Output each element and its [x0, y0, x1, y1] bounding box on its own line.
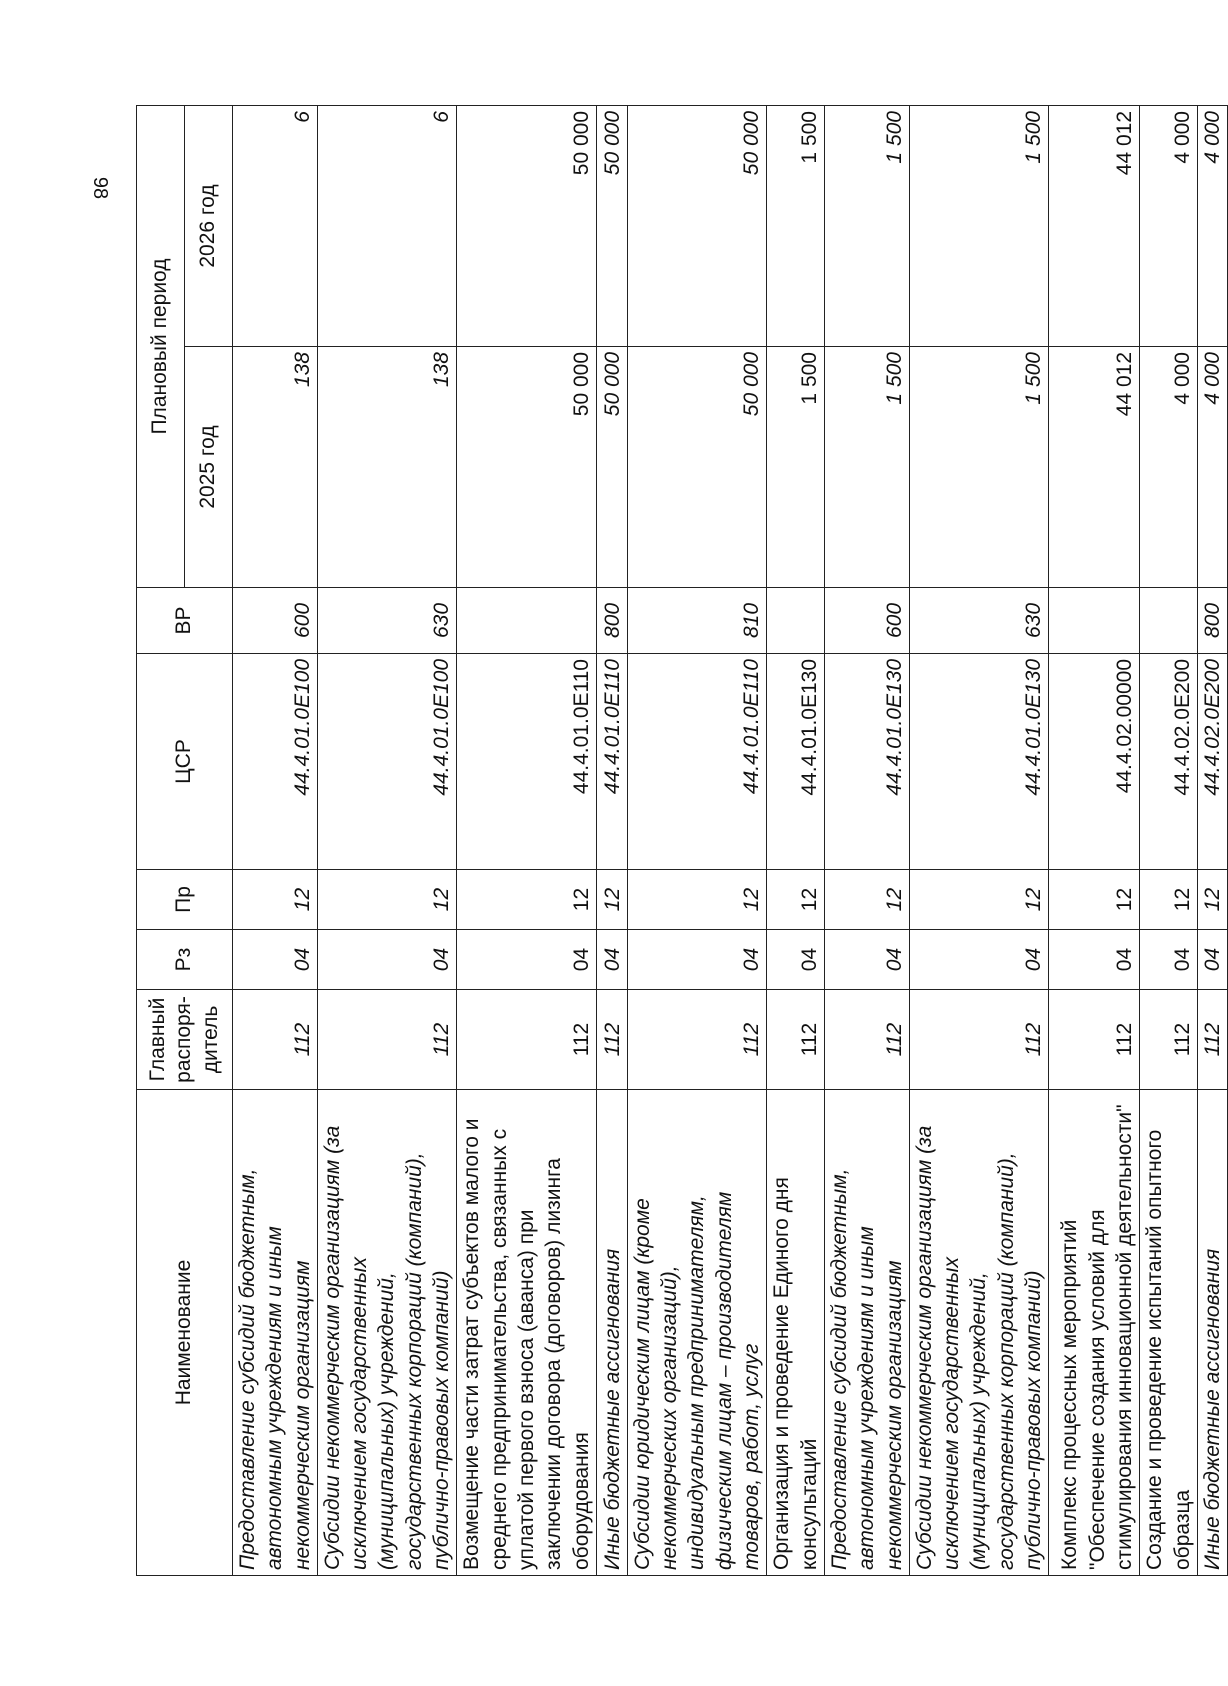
- cell-2026: 6: [317, 106, 456, 347]
- cell-name: Комплекс процессных мероприятий "Обеспечение создания условий для стимулирования инновационной деятельности": [1049, 1090, 1140, 1576]
- cell-2025: 1 500: [909, 347, 1048, 588]
- cell-pr: 12: [1197, 870, 1227, 930]
- cell-csr: 44.4.01.0E100: [317, 654, 456, 870]
- header-name: Наименование: [137, 1090, 233, 1576]
- cell-2025: 4 000: [1197, 347, 1227, 588]
- cell-vr: 800: [1197, 588, 1227, 654]
- table-row: [824, 106, 909, 1576]
- cell-rz: 04: [627, 930, 766, 990]
- cell-vr: 630: [909, 588, 1048, 654]
- cell-csr: 44.4.01.0E110: [596, 654, 627, 870]
- cell-2026: 6: [233, 106, 318, 347]
- cell-rz: 04: [1140, 930, 1198, 990]
- header-pr: Пр: [137, 870, 233, 930]
- header-vr: ВР: [137, 588, 233, 654]
- table-row: [317, 106, 456, 1576]
- table-row: [596, 106, 627, 1576]
- cell-2026: 50 000: [457, 106, 596, 347]
- cell-vr: 800: [596, 588, 627, 654]
- cell-csr: 44.4.01.0E100: [233, 654, 318, 870]
- cell-vr: [457, 588, 596, 654]
- cell-csr: 44.4.02.0E200: [1197, 654, 1227, 870]
- cell-name: Предоставление субсидий бюджетным, автономным учреждениям и иным некоммерческим организациям: [233, 1090, 318, 1576]
- header-planned-period: Плановый период: [137, 106, 185, 588]
- cell-pr: 12: [233, 870, 318, 930]
- cell-2025: 1 500: [767, 347, 825, 588]
- cell-admin: 112: [824, 990, 909, 1090]
- cell-2025: 50 000: [457, 347, 596, 588]
- cell-admin: 112: [909, 990, 1048, 1090]
- cell-pr: 12: [824, 870, 909, 930]
- cell-pr: 12: [1049, 870, 1140, 930]
- cell-name: Субсидии юридическим лицам (кроме некоммерческих организаций), индивидуальным предпринимателям, физическим лицам – производителям товаров, работ, услуг: [627, 1090, 766, 1576]
- cell-vr: 630: [317, 588, 456, 654]
- page-number: 98: [89, 176, 111, 200]
- cell-pr: 12: [596, 870, 627, 930]
- cell-2026: 44 012: [1049, 106, 1140, 347]
- cell-rz: 04: [1197, 930, 1227, 990]
- cell-2025: 44 012: [1049, 347, 1140, 588]
- cell-name: Иные бюджетные ассигнования: [596, 1090, 627, 1576]
- cell-2026: 1 500: [909, 106, 1048, 347]
- cell-pr: 12: [767, 870, 825, 930]
- cell-2025: 50 000: [596, 347, 627, 588]
- cell-vr: 600: [824, 588, 909, 654]
- cell-admin: 112: [233, 990, 318, 1090]
- cell-name: Субсидии некоммерческим организациям (за исключением государственных (муниципальных) учреждений, государственных корпораций (компаний), публично-правовых компаний): [317, 1090, 456, 1576]
- table-row: [909, 106, 1048, 1576]
- cell-pr: 12: [627, 870, 766, 930]
- table-row: [233, 106, 318, 1576]
- cell-csr: 44.4.01.0E130: [767, 654, 825, 870]
- cell-2025: 138: [317, 347, 456, 588]
- header-csr: ЦСР: [137, 654, 233, 870]
- cell-2026: 4 000: [1197, 106, 1227, 347]
- cell-admin: 112: [1197, 990, 1227, 1090]
- cell-vr: [1049, 588, 1140, 654]
- cell-pr: 12: [457, 870, 596, 930]
- table-row: [1197, 106, 1227, 1576]
- header-year-2026: 2026 год: [185, 106, 233, 347]
- budget-table: [136, 105, 1228, 1576]
- cell-admin: 112: [457, 990, 596, 1090]
- cell-csr: 44.4.01.0E110: [457, 654, 596, 870]
- cell-vr: [1140, 588, 1198, 654]
- cell-name: Организация и проведение Единого дня консультаций: [767, 1090, 825, 1576]
- cell-admin: 112: [1140, 990, 1198, 1090]
- cell-name: Предоставление субсидий бюджетным, автономным учреждениям и иным некоммерческим организациям: [824, 1090, 909, 1576]
- table-row: [457, 106, 596, 1576]
- cell-rz: 04: [1049, 930, 1140, 990]
- table-row: [1140, 106, 1198, 1576]
- table-row: [627, 106, 766, 1576]
- cell-pr: 12: [317, 870, 456, 930]
- cell-rz: 04: [767, 930, 825, 990]
- cell-name: Субсидии некоммерческим организациям (за исключением государственных (муниципальных) учреждений, государственных корпораций (компаний), публично-правовых компаний): [909, 1090, 1048, 1576]
- cell-name: Возмещение части затрат субъектов малого и среднего предпринимательства, связанных с уплатой первого взноса (аванса) при заключении договора (договоров) лизинга оборудования: [457, 1090, 596, 1576]
- cell-rz: 04: [909, 930, 1048, 990]
- cell-vr: [767, 588, 825, 654]
- cell-admin: 112: [1049, 990, 1140, 1090]
- cell-csr: 44.4.01.0E110: [627, 654, 766, 870]
- cell-vr: 600: [233, 588, 318, 654]
- table-row: [767, 106, 825, 1576]
- cell-rz: 04: [317, 930, 456, 990]
- cell-rz: 04: [824, 930, 909, 990]
- cell-name: Создание и проведение испытаний опытного образца: [1140, 1090, 1198, 1576]
- cell-admin: 112: [596, 990, 627, 1090]
- cell-rz: 04: [233, 930, 318, 990]
- cell-2025: 1 500: [824, 347, 909, 588]
- cell-2025: 50 000: [627, 347, 766, 588]
- cell-admin: 112: [627, 990, 766, 1090]
- cell-rz: 04: [596, 930, 627, 990]
- cell-name: Иные бюджетные ассигнования: [1197, 1090, 1227, 1576]
- cell-pr: 12: [909, 870, 1048, 930]
- cell-admin: 112: [767, 990, 825, 1090]
- cell-2025: 138: [233, 347, 318, 588]
- rotated-page-content: [136, 106, 1224, 1576]
- cell-2026: 50 000: [627, 106, 766, 347]
- cell-admin: 112: [317, 990, 456, 1090]
- cell-csr: 44.4.01.0E130: [909, 654, 1048, 870]
- cell-vr: 810: [627, 588, 766, 654]
- cell-2025: 4 000: [1140, 347, 1198, 588]
- cell-rz: 04: [457, 930, 596, 990]
- table-body: [233, 106, 1228, 1576]
- cell-2026: 50 000: [596, 106, 627, 347]
- cell-2026: 1 500: [824, 106, 909, 347]
- header-rz: Рз: [137, 930, 233, 990]
- cell-2026: 1 500: [767, 106, 825, 347]
- cell-2026: 4 000: [1140, 106, 1198, 347]
- cell-csr: 44.4.01.0E130: [824, 654, 909, 870]
- cell-csr: 44.4.02.00000: [1049, 654, 1140, 870]
- table-row: [1049, 106, 1140, 1576]
- header-year-2025: 2025 год: [185, 347, 233, 588]
- cell-pr: 12: [1140, 870, 1198, 930]
- header-admin: Главный распоря-дитель: [137, 990, 233, 1090]
- cell-csr: 44.4.02.0E200: [1140, 654, 1198, 870]
